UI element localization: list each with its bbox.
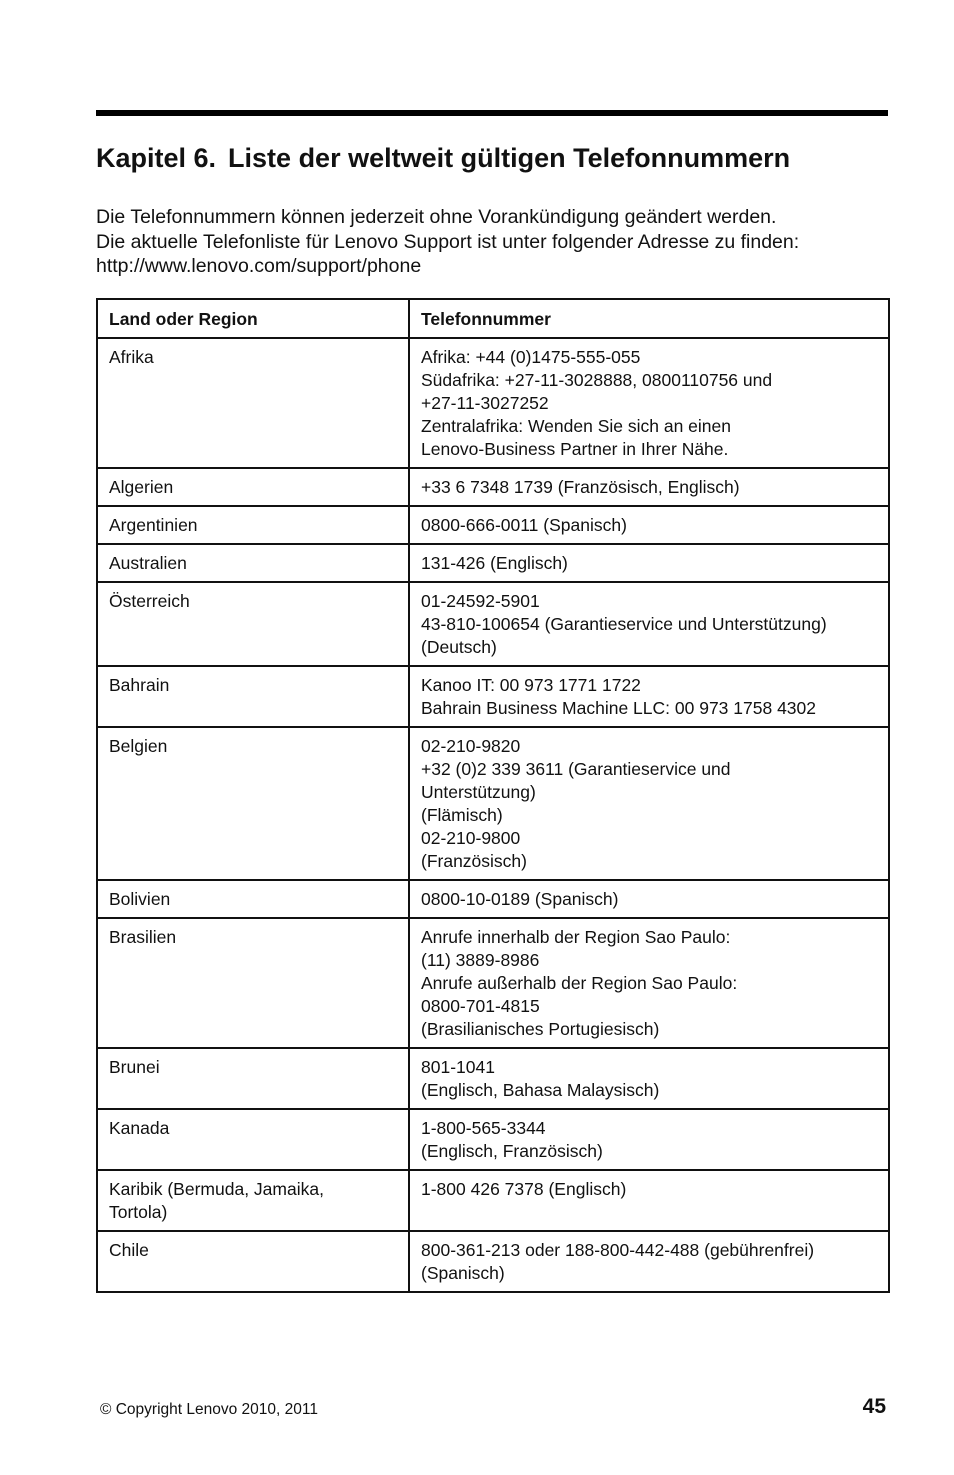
region-cell <box>97 1231 409 1292</box>
phone-cell <box>409 1048 889 1109</box>
phone-line: +27-11-3027252 <box>421 393 549 413</box>
table-row <box>97 1109 889 1170</box>
table-row <box>97 582 889 666</box>
phone-line: Afrika: +44 (0)1475-555-055 <box>421 347 641 367</box>
region-cell <box>97 1109 409 1170</box>
region-cell <box>97 506 409 544</box>
phone-line: Lenovo-Business Partner in Ihrer Nähe. <box>421 439 729 459</box>
region-cell <box>97 1170 409 1231</box>
phone-line: 43-810-100654 (Garantieservice und Unterstützung) <box>421 614 827 634</box>
table-row <box>97 666 889 727</box>
region-name: Kanada <box>109 1118 170 1138</box>
intro-line: Die Telefonnummern können jederzeit ohne Vorankündigung geändert werden. <box>96 206 777 228</box>
region-cell <box>97 544 409 582</box>
phone-line: (Englisch, Bahasa Malaysisch) <box>421 1080 660 1100</box>
chapter-heading-text: Liste der weltweit gültigen Telefonnummern <box>228 143 791 173</box>
copyright-notice: © Copyright Lenovo 2010, 2011 <box>100 1401 318 1418</box>
phone-cell <box>409 918 889 1048</box>
phone-line: (11) 3889-8986 <box>421 950 540 970</box>
table-row <box>97 468 889 506</box>
phone-line: 0800-701-4815 <box>421 996 540 1016</box>
table-row <box>97 918 889 1048</box>
region-cell <box>97 918 409 1048</box>
region-cell <box>97 582 409 666</box>
table-row <box>97 1048 889 1109</box>
phone-cell <box>409 880 889 918</box>
phone-line: (Deutsch) <box>421 637 497 657</box>
phone-line: 1-800 426 7378 (Englisch) <box>421 1179 627 1199</box>
phone-cell <box>409 338 889 468</box>
region-name: Bolivien <box>109 889 171 909</box>
phone-cell <box>409 1170 889 1231</box>
phone-line: +32 (0)2 339 3611 (Garantieservice und <box>421 759 731 779</box>
table-row <box>97 880 889 918</box>
intro-paragraph <box>96 205 896 279</box>
table-row <box>97 506 889 544</box>
table-row <box>97 1231 889 1292</box>
table-body <box>97 338 889 1292</box>
table-row <box>97 727 889 880</box>
region-name: Österreich <box>109 591 190 611</box>
phone-line: Südafrika: +27-11-3028888, 0800110756 und <box>421 370 773 390</box>
phone-line: (Französisch) <box>421 851 527 871</box>
chapter-label: Kapitel 6. <box>96 143 217 173</box>
region-name: Afrika <box>109 347 154 367</box>
region-cell <box>97 666 409 727</box>
phone-line: 02-210-9820 <box>421 736 521 756</box>
phone-line: +33 6 7348 1739 (Französisch, Englisch) <box>421 477 740 497</box>
phone-line: (Flämisch) <box>421 805 503 825</box>
phone-cell <box>409 666 889 727</box>
region-name: Belgien <box>109 736 168 756</box>
phone-line: (Englisch, Französisch) <box>421 1141 603 1161</box>
phone-line: 801-1041 <box>421 1057 495 1077</box>
phone-line: Kanoo IT: 00 973 1771 1722 <box>421 675 641 695</box>
table-row <box>97 338 889 468</box>
phone-cell <box>409 468 889 506</box>
region-cell <box>97 880 409 918</box>
region-cell <box>97 1048 409 1109</box>
phone-line: Anrufe außerhalb der Region Sao Paulo: <box>421 973 738 993</box>
region-name: Chile <box>109 1240 149 1260</box>
phone-cell <box>409 1109 889 1170</box>
chapter-title <box>96 140 896 176</box>
phone-line: 1-800-565-3344 <box>421 1118 546 1138</box>
phone-line: Unterstützung) <box>421 782 536 802</box>
support-url: http://www.lenovo.com/support/phone <box>96 255 422 277</box>
phone-line: Bahrain Business Machine LLC: 00 973 1758 4302 <box>421 698 816 718</box>
table-row <box>97 1170 889 1231</box>
table-header-row <box>97 299 889 338</box>
phone-cell <box>409 727 889 880</box>
region-name: Brunei <box>109 1057 160 1077</box>
phone-line: 131-426 (Englisch) <box>421 553 568 573</box>
phone-line: 01-24592-5901 <box>421 591 540 611</box>
phone-line: 02-210-9800 <box>421 828 521 848</box>
region-name: Brasilien <box>109 927 177 947</box>
phone-cell <box>409 506 889 544</box>
table-row <box>97 544 889 582</box>
phone-line: (Brasilianisches Portugiesisch) <box>421 1019 660 1039</box>
region-cell <box>97 468 409 506</box>
region-name: Karibik (Bermuda, Jamaika, <box>109 1179 324 1199</box>
region-name: Algerien <box>109 477 174 497</box>
chapter-top-rule <box>96 110 888 116</box>
region-name: Bahrain <box>109 675 170 695</box>
column-header-phone: Telefonnummer <box>409 299 889 338</box>
column-header-region: Land oder Region <box>97 299 409 338</box>
phone-number-table <box>96 298 890 1293</box>
phone-cell <box>409 544 889 582</box>
region-cell <box>97 338 409 468</box>
phone-cell <box>409 582 889 666</box>
region-cell <box>97 727 409 880</box>
phone-line: Zentralafrika: Wenden Sie sich an einen <box>421 416 731 436</box>
phone-line: Anrufe innerhalb der Region Sao Paulo: <box>421 927 731 947</box>
phone-line: 800-361-213 oder 188-800-442-488 (gebührenfrei) <box>421 1240 815 1260</box>
phone-cell <box>409 1231 889 1292</box>
intro-line: Die aktuelle Telefonliste für Lenovo Support ist unter folgender Adresse zu finden: <box>96 230 800 253</box>
phone-line: (Spanisch) <box>421 1263 505 1283</box>
page-number: 45 <box>862 1395 886 1418</box>
phone-line: 0800-10-0189 (Spanisch) <box>421 889 619 909</box>
region-name: Tortola) <box>109 1202 168 1222</box>
phone-line: 0800-666-0011 (Spanisch) <box>421 515 627 535</box>
region-name: Argentinien <box>109 515 198 535</box>
region-name: Australien <box>109 553 187 573</box>
